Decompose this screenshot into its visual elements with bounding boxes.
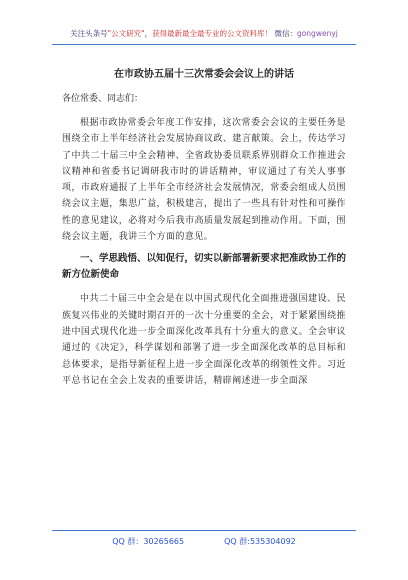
banner-label: 关注头条号 [70,29,108,38]
paragraph-intro: 根据市政协常委会年度工作安排，这次常委会会议的主要任务是围绕全市上半年经济社会发展协商议政、建言献策。会上，传达学习了中共二十届三中全会精神、全省政协委员联系界别群众工作推进会议精神和省委书记调研我市时的讲话精神，审议通过了有关人事事项，市政府通报了上半年全市经济社会发展情况，常委会组成人员围绕会议主题，集思广益，积极建言，提出了一些具有针对性和可操作性的意见建议，必将对今后我市高质量发展起到推动作用。下面，围绕会议主题，我讲三个方面的意见。 [62,118,346,243]
footer-qq-group-1: QQ 群：30265665 [112,537,185,546]
footer [0,536,408,548]
top-banner [30,29,378,39]
salutation: 各位常委、同志们： [62,94,144,104]
document-body [62,68,346,395]
section-heading-1: 一、学思践悟、以知促行，切实以新部署新要求把准政协工作的新方位新使命 [62,253,347,281]
banner-wechat-label: 微信： [272,29,297,38]
paragraph-section-1: 中共二十届三中全会是在以中国式现代化全面推进强国建设、民族复兴伟业的关键时期召开的一次十分重要的全会，对于紧紧围绕推进中国式现代化进一步全面深化改革具有十分重大的意义。全会审议通过的《决定》，科学谋划和部署了进一步全面深化改革的总目标和总体要求，是指导新征程上进一步全面深化改革的纲领性文件。习近平总书记在全会上发表的重要讲话，精辟阐述进一步全面深 [62,294,346,386]
footer-rule [52,530,356,531]
footer-qq-group-2: QQ 群:535304092 [224,537,296,546]
banner-wechat-id: gongwenyj [296,29,338,38]
banner-message: 获得最新最全最专业的公文资料库！ [152,29,273,38]
banner-channel-name: "公文研究" [107,29,145,38]
header-rule [52,44,356,45]
banner-separator: ， [144,29,153,38]
document-title: 在市政协五届十三次常委会会议上的讲话 [114,69,294,80]
